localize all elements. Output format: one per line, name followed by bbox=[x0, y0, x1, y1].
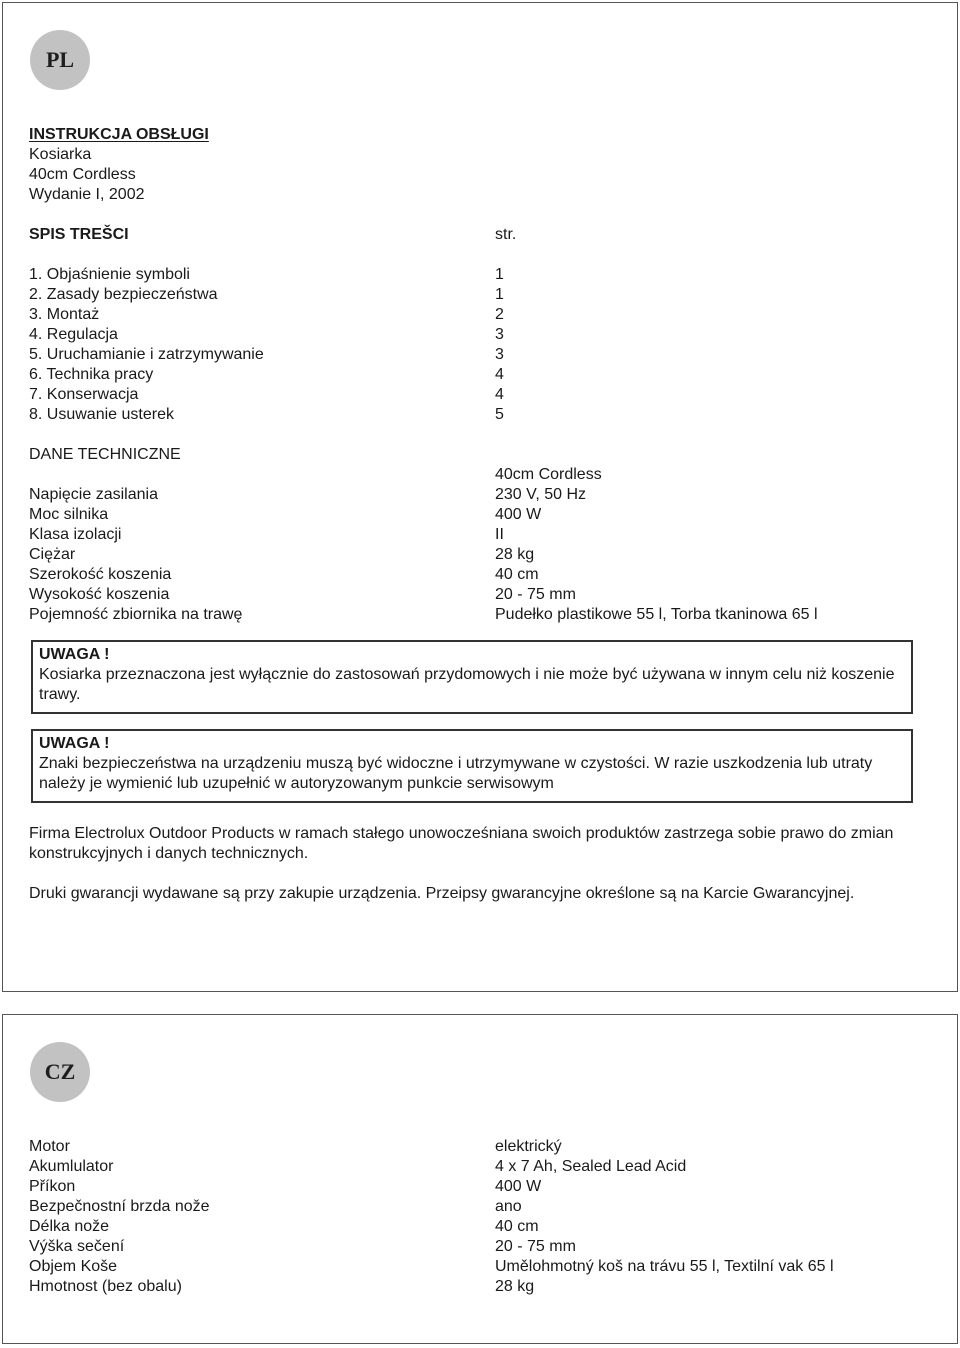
toc-item-label: 8. Usuwanie usterek bbox=[29, 406, 174, 423]
pl-section bbox=[2, 2, 958, 992]
toc-item bbox=[29, 325, 118, 345]
warning-title: UWAGA ! bbox=[39, 735, 110, 752]
toc-item-page: 4 bbox=[495, 386, 504, 403]
cz-spec-value: 20 - 75 mm bbox=[495, 1238, 576, 1255]
tech-label: Ciężar bbox=[29, 546, 76, 563]
tech-label: Szerokość koszenia bbox=[29, 566, 172, 583]
product-name: Kosiarka bbox=[29, 146, 92, 163]
tech-model: 40cm Cordless bbox=[495, 466, 602, 483]
toc-item-page: 5 bbox=[495, 406, 504, 423]
cz-spec-label: Akumlulator bbox=[29, 1158, 114, 1175]
toc-item-label: 2. Zasady bezpieczeństwa bbox=[29, 286, 218, 303]
tech-heading: DANE TECHNICZNE bbox=[29, 446, 181, 463]
cz-spec-value: 400 W bbox=[495, 1178, 542, 1195]
toc-item-label: 6. Technika pracy bbox=[29, 366, 154, 383]
tech-value: 230 V, 50 Hz bbox=[495, 486, 587, 503]
cz-spec-value: ano bbox=[495, 1198, 522, 1215]
toc-item-page: 3 bbox=[495, 346, 504, 363]
cz-spec-value: Umělohmotný koš na trávu 55 l, Textilní vak 65 l bbox=[495, 1258, 834, 1275]
tech-value: 400 W bbox=[495, 506, 542, 523]
cz-spec-label: Motor bbox=[29, 1138, 70, 1155]
tech-label: Wysokość koszenia bbox=[29, 586, 170, 603]
cz-language-badge: CZ bbox=[30, 1042, 90, 1102]
toc-item-page: 3 bbox=[495, 326, 504, 343]
toc-item bbox=[29, 405, 174, 425]
cz-spec-label: Délka nože bbox=[29, 1218, 110, 1235]
tech-label: Klasa izolacji bbox=[29, 526, 122, 543]
toc-item bbox=[29, 305, 99, 325]
cz-spec-value: elektrický bbox=[495, 1138, 562, 1155]
warning-box-signs bbox=[31, 729, 913, 803]
cz-spec-value: 28 kg bbox=[495, 1278, 535, 1295]
toc-item-page: 1 bbox=[495, 266, 504, 283]
toc-item bbox=[29, 385, 138, 405]
manual-title: INSTRUKCJA OBSŁUGI bbox=[29, 126, 209, 143]
tech-value: 28 kg bbox=[495, 546, 535, 563]
tech-value: 40 cm bbox=[495, 566, 539, 583]
toc-heading: SPIS TREŠCI bbox=[29, 226, 129, 243]
cz-spec-label: Výška sečení bbox=[29, 1238, 125, 1255]
cz-spec-label: Objem Koše bbox=[29, 1258, 118, 1275]
tech-value: 20 - 75 mm bbox=[495, 586, 576, 603]
warning-title: UWAGA ! bbox=[39, 646, 110, 663]
pl-language-badge: PL bbox=[30, 30, 90, 90]
toc-item bbox=[29, 345, 264, 365]
cz-spec-label: Příkon bbox=[29, 1178, 76, 1195]
cz-spec-value: 4 x 7 Ah, Sealed Lead Acid bbox=[495, 1158, 687, 1175]
toc-item-label: 7. Konserwacja bbox=[29, 386, 139, 403]
toc-item-page: 4 bbox=[495, 366, 504, 383]
toc-item-page: 1 bbox=[495, 286, 504, 303]
manufacturer-note: Firma Electrolux Outdoor Products w ramach stałego unowocześniana swoich produktów zastrzega sobie prawo do zmian konstrukcyjnych i danych technicznych. bbox=[29, 825, 894, 862]
warning-text: Kosiarka przeznaczona jest wyłącznie do zastosowań przydomowych i nie może być używana w innym celu niż koszenie trawy. bbox=[39, 666, 895, 703]
warning-text: Znaki bezpieczeństwa na urządzeniu muszą być widoczne i utrzymywane w czystości. W razie uszkodzenia lub utraty należy je wymienić lub uzupełnić w autoryzowanym punkcie serwisowym bbox=[39, 755, 873, 792]
tech-label: Napięcie zasilania bbox=[29, 486, 158, 503]
toc-item-label: 3. Montaż bbox=[29, 306, 100, 323]
cz-spec-label: Bezpečnostní brzda nože bbox=[29, 1198, 210, 1215]
toc-item bbox=[29, 365, 153, 385]
warranty-note: Druki gwarancji wydawane są przy zakupie urządzenia. Przeipsy gwarancyjne określone są na Karcie Gwarancyjnej. bbox=[29, 885, 855, 902]
toc-item-page: 2 bbox=[495, 306, 504, 323]
tech-label: Pojemność zbiornika na trawę bbox=[29, 606, 243, 623]
edition-info: Wydanie I, 2002 bbox=[29, 186, 145, 203]
cz-spec-label: Hmotnost (bez obalu) bbox=[29, 1278, 182, 1295]
toc-item-label: 4. Regulacja bbox=[29, 326, 118, 343]
toc-item-label: 5. Uruchamianie i zatrzymywanie bbox=[29, 346, 264, 363]
toc-item bbox=[29, 285, 218, 305]
tech-value: Pudełko plastikowe 55 l, Torba tkaninowa 65 l bbox=[495, 606, 818, 623]
product-model: 40cm Cordless bbox=[29, 166, 136, 183]
toc-item-label: 1. Objaśnienie symboli bbox=[29, 266, 190, 283]
tech-value: II bbox=[495, 526, 504, 543]
tech-label: Moc silnika bbox=[29, 506, 109, 523]
toc-item bbox=[29, 265, 190, 285]
cz-section bbox=[2, 1014, 958, 1344]
warning-box-usage bbox=[31, 640, 913, 714]
cz-spec-value: 40 cm bbox=[495, 1218, 539, 1235]
toc-page-heading: str. bbox=[495, 226, 517, 243]
